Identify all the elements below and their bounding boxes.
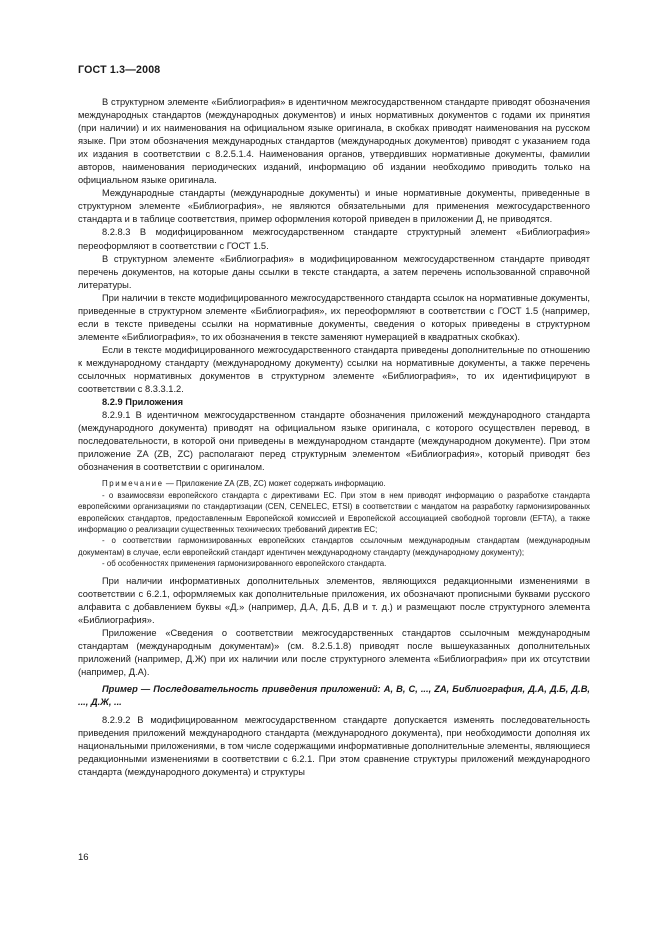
note-text: — Приложение ZA (ZB, ZC) может содержать информацию. <box>163 479 386 489</box>
paragraph: 8.2.9.1 В идентичном межгосударственном стандарте обозначения приложений международного стандарта (международного документа) приводят на официальном языке оригинала, с которого осуществлен перевод, в последовательности, в которой они приведены в международном стандарте (международном документе). При этом приложение ZA (ZB, ZC) располагают перед структурным элементом «Библиография», который приводят без обозначения в соответствии с оригиналом. <box>78 410 590 473</box>
page-number: 16 <box>78 852 89 863</box>
note-label: Примечание <box>102 479 164 489</box>
example: Пример — Последовательность приведения приложений: А, В, С, ..., ZA, Библиография, Д.А, Д.Б, Д.В, ..., Д.Ж, ... <box>78 683 590 708</box>
paragraph: Приложение «Сведения о соответствии межгосударственных стандартов ссылочным международным стандартам (международным документам)» (см. 8.2.5.1.8) приводят после вышеуказанных дополнительных приложений (например, Д.Ж) при их наличии или после структурного элемента «Библиография» при их отсутствии (например, Д.А). <box>78 627 590 677</box>
page-body <box>78 96 590 779</box>
paragraph: При наличии информативных дополнительных элементов, являющихся редакционными изменениями в соответствии с 6.2.1, оформляемых как дополнительные приложения, их обозначают прописными буквами русского алфавита с добавлением буквы «Д.» (например, Д.А, Д.Б, Д.В и т. д.) и размещают после структурного элемента «Библиография». <box>78 575 590 625</box>
document-header: ГОСТ 1.3—2008 <box>78 64 161 76</box>
paragraph: 8.2.8.3 В модифицированном межгосударственном стандарте структурный элемент «Библиография» переоформляют в соответствии с ГОСТ 1.5. <box>78 227 590 251</box>
paragraph: В структурном элементе «Библиография» в идентичном межгосударственном стандарте приводят обозначения международных стандартов (международных документов) и иных нормативных документов с годами их принятия (при наличии) и их наименования на официальном языке оригинала, в скобках приводят наименования на русском языке. При этом обозначения международных стандартов (международных документов) приводят с указанием года их издания в соответствии с 8.2.5.1.4. Наименования органов, утвердивших нормативные документы, фамилии авторов, наименования периодических изданий, информацию об издании необходимо приводить только на официальном языке оригинала. <box>78 97 590 186</box>
note-item: - о взаимосвязи европейского стандарта с директивами ЕС. При этом в нем приводят информацию о разработке стандарта европейскими организациями по стандартизации (CEN, CENELEC, ETSI) в соответствии с мандатом на разработку гармонизированных европейских стандартов, предоставленным Европейской комиссией и Европейской ассоциацией свободной торговли (EFTA), а также информацию о реализации существенных технических требований директив ЕС; <box>78 490 590 534</box>
paragraph: Если в тексте модифицированного межгосударственного стандарта приведены дополнительные по отношению к международному стандарту (международному документу) ссылки на нормативные документы, а также перечень ссылочных нормативных документов в структурном элементе «Библиография», то их идентифицируют в соответствии с 8.3.3.1.2. <box>78 344 590 395</box>
note-item: - о соответствии гармонизированных европейских стандартов ссылочным международным стандартам (международным документам) в случае, если европейский стандарт идентичен международному стандарту (международному документу); <box>78 536 590 557</box>
section-heading: 8.2.9 Приложения <box>102 397 184 408</box>
note <box>78 478 590 489</box>
paragraph: В структурном элементе «Библиография» в модифицированном межгосударственном стандарте приводят перечень документов, на которые даны ссылки в тексте стандарта, а затем перечень использованной справочной литературы. <box>78 253 590 290</box>
paragraph: Международные стандарты (международные документы) и иные нормативные документы, приведенные в структурном элементе «Библиография», не являются обязательными для применения межгосударственного стандарта и в таблице соответствия, пример оформления которой приведен в приложении Д, не приводятся. <box>78 188 590 225</box>
note-item: - об особенностях применения гармонизированного европейского стандарта. <box>102 559 387 569</box>
paragraph: 8.2.9.2 В модифицированном межгосударственном стандарте допускается изменять последовательность приведения приложений международного стандарта (международного документа), при необходимости дополняя их национальными приложениями, в том числе содержащими информативные дополнительные элементы, являющиеся редакционными изменениями в соответствии с 6.2.1. При этом сравнение структуры приложений международного стандарта (международного документа) и структуры <box>78 715 590 778</box>
paragraph: При наличии в тексте модифицированного межгосударственного стандарта ссылок на нормативные документы, приведенные в структурном элементе «Библиография», их переоформляют в соответствии с ГОСТ 1.5 (например, если в тексте приведены ссылки на нормативные документы, сведения о которых приведены в структурном элементе «Библиография», то их обозначения в тексте заменяют нумерацией в квадратных скобках). <box>78 292 590 342</box>
